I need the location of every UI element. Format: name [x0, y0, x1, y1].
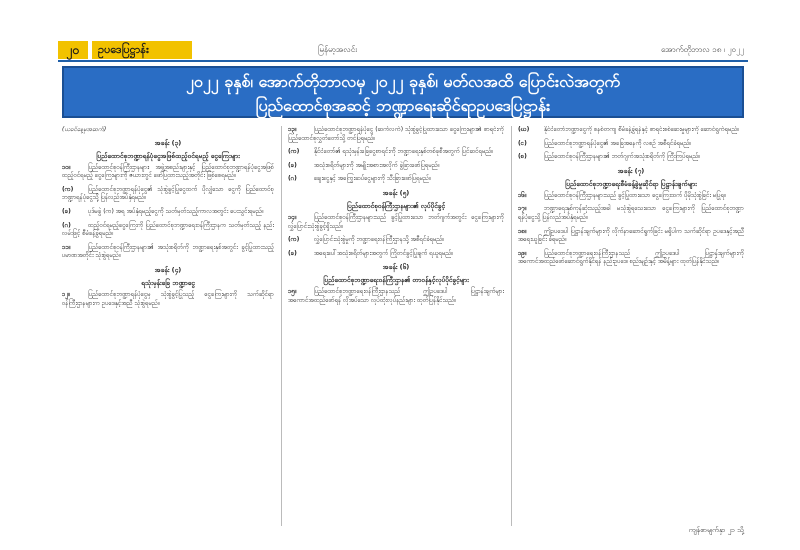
paragraph-number: (ခ) — [288, 161, 297, 169]
page-header — [58, 40, 748, 60]
paragraph-text: ပြည်ထောင်စုဝန်ကြီးဌာနများသည် ခွင့်ပြုထားသော ငွေကြေးထက် ပိုမိုသုံးစွဲခြင်း မပြုရ။ — [544, 191, 726, 199]
paragraph-text: ပြည်ထောင်စုဘဏ္ဍာရန်ပုံငွေ၏ အခြေအနေကို လစဉ် အစီရင်ခံရမည်။ — [544, 139, 692, 147]
issue-date: အောက်တိုဘာလ ၁၈ ၊ ၂၀၂၂ — [660, 45, 744, 54]
banner-title-line-2: ပြည်ထောင်စုအဆင့် ဘဏ္ဍာရေးဆိုင်ရာဥပဒေပြဋ္ဌာန်း — [255, 96, 551, 115]
paragraph-text: ပြည်ထောင်စုဘဏ္ဍာရန်ပုံငွေ၏ သုံးစွဲခွင့်ပြုငွေထက် ပိုလျှံသော ငွေကို ပြည်ထောင်စုဘဏ္ဍာရန်ပုံငွေသို့ ပြန်လည်အပ်နှံရမည်။ — [62, 185, 274, 202]
article-column-1 — [62, 126, 274, 526]
law-paragraph — [518, 250, 744, 267]
newspaper-name: မြန်မာ့အလင်း — [318, 45, 358, 54]
paragraph-number: (စ) — [518, 153, 527, 161]
paragraph-text: ထည့်ဝင်ရမည့်ငွေကြေးကို ပြည်ထောင်စုဘဏ္ဍာရေးဝန်ကြီးဌာနက သတ်မှတ်သည့် နည်းလမ်းဖြင့် စီမံခန့်ခွဲရမည်။ — [62, 221, 274, 238]
section-heading: ရသုံးမှန်းခြေ ဘဏ္ဍာငွေ — [141, 278, 195, 287]
law-paragraph — [288, 288, 504, 305]
section-label: ဥပဒေပြဋ္ဌာန်း — [92, 41, 192, 59]
continued-note: ကျန်စာမျက်နှာ ၂၁ သို့ — [688, 526, 744, 534]
article-columns — [62, 126, 744, 526]
law-paragraph — [62, 222, 274, 239]
section-heading: အခန်း (၃) — [154, 138, 182, 147]
paragraph-text: အသုံးစရိတ်များကို အမျိုးအစားအလိုက် ခွဲခြားဖော်ပြရမည်။ — [314, 161, 440, 169]
paragraph-text: ချေးငွေနှင့် အကြွေးဆပ်ငွေများကို သီးခြားဖော်ပြရမည်။ — [314, 175, 431, 183]
paragraph-number: (ခ) — [288, 249, 297, 257]
law-paragraph — [62, 244, 274, 261]
paragraph-number: (ခ) — [62, 207, 71, 215]
paragraph-text: ပြည်ထောင်စုဘဏ္ဍာရန်ပုံငွေ (ဆက်လက်) သုံးစွဲခွင့်ပြုထားသော ငွေကြေးများ၏ စာရင်းကို ပြည်ထောင်စုလွှတ်တော်သို့ တင်ပြရမည်။ — [288, 126, 504, 142]
law-paragraph — [288, 175, 504, 184]
paragraph-number: (ဂ) — [288, 175, 297, 183]
law-paragraph — [62, 208, 274, 217]
paragraph-number: (ဂ) — [62, 221, 71, 229]
column-divider — [281, 126, 282, 526]
paragraph-text: ပြည်ထောင်စုဘဏ္ဍာရေးဝန်ကြီးဌာနသည် ဤဥပဒေပါ ပြဋ္ဌာန်းချက်များ အကောင်အထည်ဖော်ရန် လိုအပ်သော လုပ်ထုံးလုပ်နည်းများ ထုတ်ပြန်နိုင်သည်။ — [288, 288, 504, 304]
section-heading: ပြည်ထောင်စုဘဏ္ဍာရေးစီမံခန့်ခွဲမှုဆိုင်ရာ ပြဋ္ဌာန်းချက်များ — [565, 179, 697, 188]
column-divider — [511, 126, 512, 526]
law-paragraph — [518, 192, 744, 201]
paragraph-number: (က) — [62, 185, 74, 193]
law-paragraph — [288, 148, 504, 157]
law-paragraph — [288, 236, 504, 245]
paragraph-text: အရေးပေါ်အသုံးစရိတ်များအတွက် ကြိုတင်ခွင့်ပြုချက် ရယူရမည်။ — [314, 249, 454, 257]
page-number: ၂၀ — [58, 41, 88, 59]
paragraph-number: ၁၇။ — [518, 205, 527, 213]
paragraph-number: (က) — [288, 148, 300, 156]
law-paragraph — [288, 250, 504, 259]
paragraph-text: ပုဒ်မခွဲ (က) အရ အပ်နှံရမည့်ငွေကို သတ်မှတ်သည့်ကာလအတွင်း ပေးသွင်းရမည်။ — [88, 207, 264, 215]
section-heading: အခန်း (၆) — [382, 263, 410, 272]
header-divider — [58, 60, 748, 62]
paragraph-number: ၁၂။ — [62, 290, 71, 298]
banner-title-line-1: ၂၀၂၂ ခုနှစ်၊ အောက်တိုဘာလမှ ၂၀၂၂ ခုနှစ်၊ မတ်လအထိ ပြောင်းလဲအတွက် — [186, 72, 620, 91]
paragraph-text: ပြည်ထောင်စုဝန်ကြီးဌာနများ၊ အဖွဲ့အစည်းများနှင့် ပြည်ထောင်စုဘဏ္ဍာရန်ပုံငွေအဖြစ် ထည့်ဝင်ရမည့် ငွေကြေးများကို ဇယားတွင် ဖော်ပြထားသည့်အတိုင်း ဖြစ်စေရမည်။ — [62, 163, 274, 180]
paragraph-number: ၁၀။ — [62, 163, 71, 171]
section-heading: ပြည်ထောင်စုဘဏ္ဍာရန်ပုံငွေအဖြစ်ထည့်ဝင်ရမည့် ငွေကြေးများ — [96, 151, 240, 160]
article-column-3 — [518, 126, 744, 526]
title-banner — [62, 66, 744, 118]
law-paragraph — [288, 162, 504, 171]
law-paragraph — [62, 164, 274, 181]
paragraph-number: ၁၄။ — [288, 213, 297, 221]
paragraph-number: ၁၅။ — [288, 288, 297, 296]
paragraph-number: ၁၉။ — [518, 249, 527, 257]
law-paragraph — [518, 153, 744, 162]
paragraph-number: ၁၃။ — [288, 126, 297, 133]
section-heading: ပြည်ထောင်စုဘဏ္ဍာရေးဝန်ကြီးဌာန၏ တာဝန်နှင့်လုပ်ပိုင်ခွင့်များ — [323, 276, 469, 285]
law-paragraph — [62, 186, 274, 203]
paragraph-text: ဤဥပဒေပါ ပြဋ္ဌာန်းချက်များကို လိုက်နာဆောင်ရွက်ခြင်း မရှိပါက သက်ဆိုင်ရာ ဥပဒေနှင့်အညီ အရေးယူခြင်း ခံရမည်။ — [518, 227, 744, 244]
paragraph-text: ဘဏ္ဍာရေးနှစ်ကုန်ဆုံးသည့်အခါ မသုံးစွဲရသေးသော ငွေကြေးများကို ပြည်ထောင်စုဘဏ္ဍာရန်ပုံငွေသို့ ပြန်လည်အပ်နှံရမည်။ — [518, 205, 744, 221]
section-heading: အခန်း (၇) — [617, 166, 645, 175]
newspaper-page — [58, 40, 748, 540]
article-column-2 — [288, 126, 504, 526]
paragraph-text: ပြည်ထောင်စုဘဏ္ဍာရေးဝန်ကြီးဌာနသည် ဤဥပဒေပါ ပြဋ္ဌာန်းချက်များကို အကောင်အထည်ဖော်ဆောင်ရွက်နိုင်ရန် နည်းဥပဒေ၊ စည်းမျဉ်းနှင့် အမိန့်များ ထုတ်ပြန်နိုင်သည်။ — [518, 249, 744, 266]
section-heading: အခန်း (၄) — [154, 265, 182, 274]
law-paragraph — [288, 214, 504, 231]
law-paragraph — [518, 205, 744, 222]
paragraph-number: ၁၈။ — [518, 227, 527, 235]
paragraph-number: ၁၆။ — [518, 191, 527, 199]
paragraph-number: (ဃ) — [518, 126, 530, 133]
paragraph-number: (က) — [288, 236, 300, 244]
paragraph-text: နိုင်ငံတော်၏ ရသုံးမှန်းခြေငွေစာရင်းကို ဘဏ္ဍာရေးနှစ်တစ်ခုစီအတွက် ပြင်ဆင်ရမည်။ — [314, 148, 494, 156]
paragraph-number: ၁၁။ — [62, 243, 71, 251]
paragraph-text: နိုင်ငံတော်ဘဏ္ဍာငွေကို စနစ်တကျ စီမံခန့်ခွဲရန်နှင့် စာရင်းစစ်ဆေးမှုများကို ဆောင်ရွက်ရမည်။ — [544, 126, 740, 133]
paragraph-text: လွှဲပြောင်းသုံးစွဲမှုကို ဘဏ္ဍာရေးဝန်ကြီးဌာနသို့ အစီရင်ခံရမည်။ — [314, 236, 445, 244]
paragraph-text: ပြည်ထောင်စုဝန်ကြီးဌာနများသည် ခွင့်ပြုထားသော ဘတ်ဂျက်အတွင်း ငွေကြေးများကို လွှဲပြောင်းသုံးစွဲခွင့်ရှိသည်။ — [288, 213, 504, 230]
continuation-note: (ယခင်နေ့မှအဆက်) — [62, 126, 107, 133]
law-paragraph — [518, 140, 744, 149]
law-paragraph — [518, 126, 744, 135]
paragraph-text: ပြည်ထောင်စုဘဏ္ဍာရန်ပုံငွေမှ သုံးစွဲခွင့်ပြုသည့် ငွေကြေးများကို သက်ဆိုင်ရာ ဝန်ကြီးဌာနများက ဥပဒေနှင့်အညီ သုံးစွဲရမည်။ — [62, 290, 274, 307]
law-paragraph — [62, 291, 274, 308]
paragraph-text: ပြည်ထောင်စုဝန်ကြီးဌာနများ၏ ဘတ်ဂျက်အသုံးစရိတ်ကို ကြီးကြပ်ရမည်။ — [544, 153, 701, 161]
paragraph-number: (င) — [518, 139, 527, 147]
section-heading: အခန်း (၅) — [382, 188, 410, 197]
law-paragraph — [288, 126, 504, 143]
section-heading: ပြည်ထောင်စုဝန်ကြီးဌာနများ၏ လုပ်ပိုင်ခွင့် — [346, 201, 446, 210]
law-paragraph — [518, 228, 744, 245]
paragraph-text: ပြည်ထောင်စုဝန်ကြီးဌာနများ၏ အသုံးစရိတ်ကို ဘဏ္ဍာရေးနှစ်အတွင်း ခွင့်ပြုထားသည့် ပမာဏအတိုင်း သုံးစွဲရမည်။ — [62, 243, 274, 260]
